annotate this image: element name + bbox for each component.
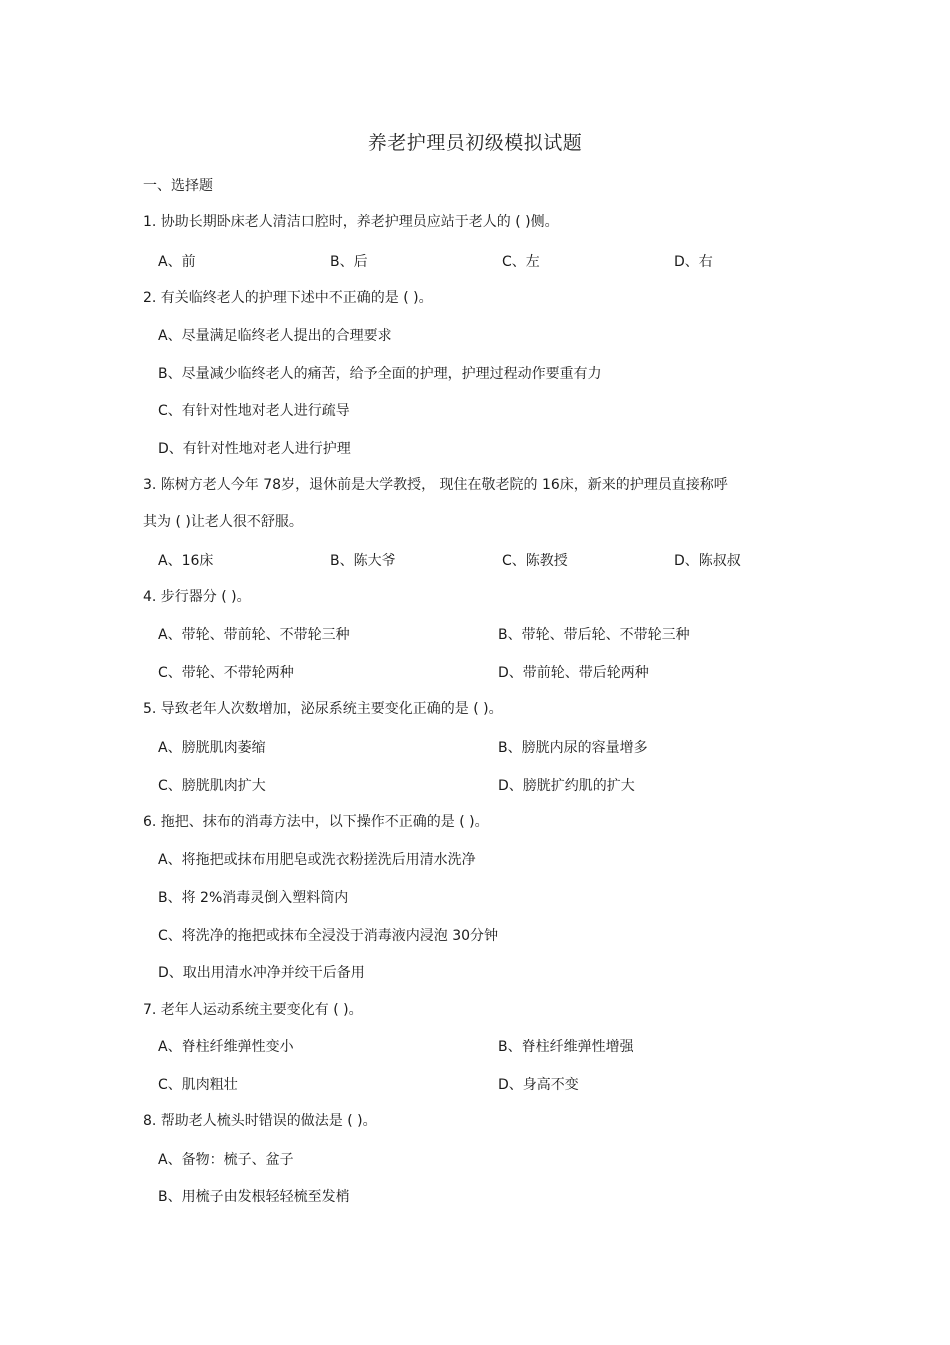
question-1-option-c: C、左	[502, 254, 540, 270]
question-2-option-b: B、尽量减少临终老人的痛苦，给予全面的护理，护理过程动作要重有力	[158, 366, 602, 382]
question-4-option-b: B、带轮、带后轮、不带轮三种	[498, 627, 690, 643]
question-8-option-b: B、用梳子由发根轻轻梳至发梢	[158, 1189, 350, 1205]
question-7-option-c: C、肌肉粗壮	[158, 1077, 238, 1093]
question-7-option-a: A、脊柱纤维弹性变小	[158, 1039, 294, 1055]
question-3-stem-continued: 其为 ( )让老人很不舒服。	[143, 514, 303, 530]
question-5-option-b: B、膀胱内尿的容量增多	[498, 740, 648, 756]
question-2-stem: 2. 有关临终老人的护理下述中不正确的是 ( )。	[143, 290, 433, 306]
question-6-option-d: D、取出用清水冲净并绞干后备用	[158, 965, 365, 981]
question-4-option-c: C、带轮、不带轮两种	[158, 665, 294, 681]
question-7-stem: 7. 老年人运动系统主要变化有 ( )。	[143, 1002, 363, 1018]
question-5-option-a: A、膀胱肌肉萎缩	[158, 740, 266, 756]
question-6-option-b: B、将 2%消毒灵倒入塑料筒内	[158, 890, 349, 906]
question-3-stem: 3. 陈树方老人今年 78岁，退休前是大学教授， 现住在敬老院的 16床，新来的护理员直接称呼	[143, 477, 728, 493]
question-7-option-d: D、身高不变	[498, 1077, 579, 1093]
question-5-option-d: D、膀胱扩约肌的扩大	[498, 778, 635, 794]
question-6-option-a: A、将拖把或抹布用肥皂或洗衣粉搓洗后用清水洗净	[158, 852, 476, 868]
page-title: 养老护理员初级模拟试题	[367, 132, 583, 154]
question-1-option-a: A、前	[158, 254, 196, 270]
question-2-option-c: C、有针对性地对老人进行疏导	[158, 403, 350, 419]
question-4-stem: 4. 步行器分 ( )。	[143, 589, 251, 605]
question-8-option-a: A、备物：梳子、盆子	[158, 1152, 294, 1168]
question-1-stem: 1. 协助长期卧床老人清洁口腔时，养老护理员应站于老人的 ( )侧。	[143, 214, 559, 230]
question-8-stem: 8. 帮助老人梳头时错误的做法是 ( )。	[143, 1113, 377, 1129]
question-1-option-b: B、后	[330, 254, 368, 270]
question-2-option-d: D、有针对性地对老人进行护理	[158, 441, 351, 457]
question-5-option-c: C、膀胱肌肉扩大	[158, 778, 266, 794]
section-heading: 一、选择题	[143, 178, 213, 194]
question-6-option-c: C、将洗净的拖把或抹布全浸没于消毒液内浸泡 30分钟	[158, 928, 499, 944]
question-3-option-a: A、16床	[158, 553, 214, 569]
question-1-option-d: D、右	[674, 254, 713, 270]
question-4-option-a: A、带轮、带前轮、不带轮三种	[158, 627, 350, 643]
question-2-option-a: A、尽量满足临终老人提出的合理要求	[158, 328, 392, 344]
question-3-option-b: B、陈大爷	[330, 553, 396, 569]
question-5-stem: 5. 导致老年人次数增加，泌尿系统主要变化正确的是 ( )。	[143, 701, 503, 717]
question-7-option-b: B、脊柱纤维弹性增强	[498, 1039, 634, 1055]
question-3-option-c: C、陈教授	[502, 553, 568, 569]
question-6-stem: 6. 拖把、抹布的消毒方法中，以下操作不正确的是 ( )。	[143, 814, 489, 830]
question-3-option-d: D、陈叔叔	[674, 553, 741, 569]
question-4-option-d: D、带前轮、带后轮两种	[498, 665, 649, 681]
